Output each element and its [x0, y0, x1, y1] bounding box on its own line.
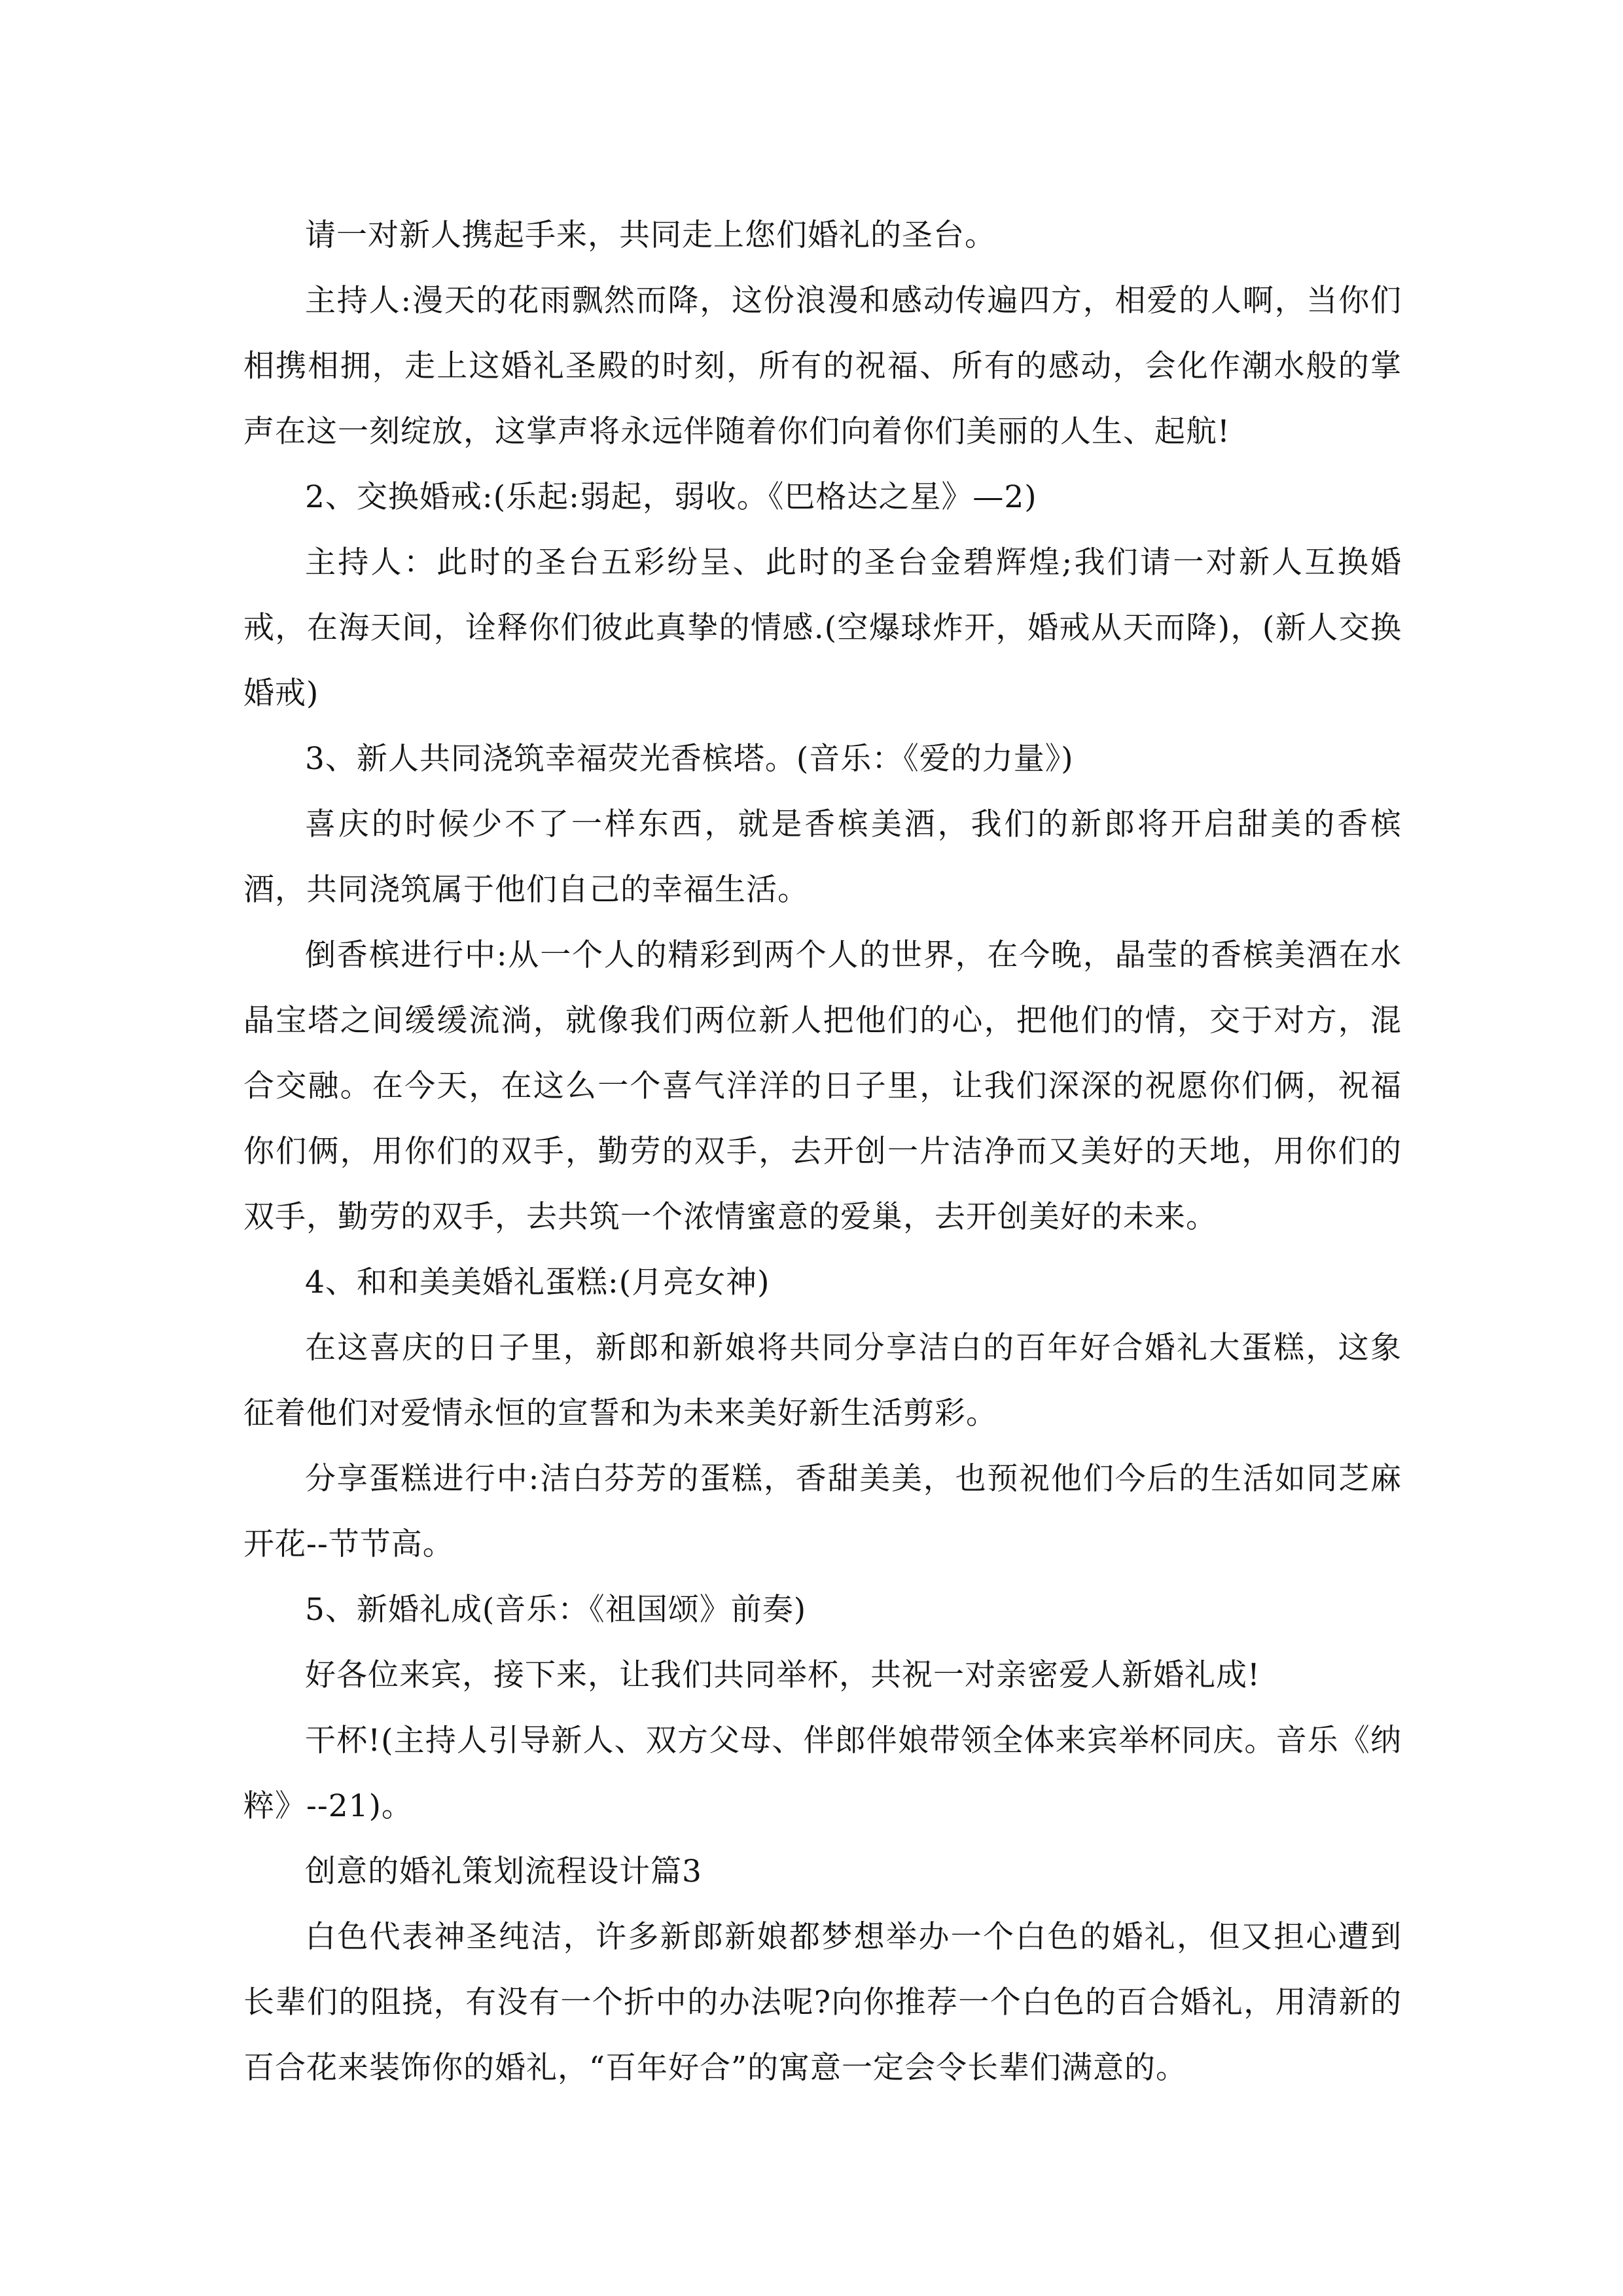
paragraph-4: 主持人：此时的圣台五彩纷呈、此时的圣台金碧辉煌;我们请一对新人互换婚戒，在海天间，诠释你们彼此真挚的情感.(空爆球炸开，婚戒从天而降)，(新人交换婚戒)	[243, 545, 1402, 711]
article-heading-part-3: 创意的婚礼策划流程设计篇3	[305, 1854, 702, 1890]
paragraph-9: 在这喜庆的日子里，新郎和新娘将共同分享洁白的百年好合婚礼大蛋糕，这象征着他们对爱情永恒的宣誓和为未来美好新生活剪彩。	[243, 1330, 1402, 1431]
document-body	[243, 203, 1402, 2101]
section-heading-champagne-tower: 3、新人共同浇筑幸福荧光香槟塔。(音乐：《爱的力量》)	[305, 741, 1074, 777]
section-heading-ceremony-complete: 5、新婚礼成(音乐：《祖国颂》前奏)	[305, 1592, 807, 1628]
paragraph-2: 主持人:漫天的花雨飘然而降，这份浪漫和感动传遍四方，相爱的人啊，当你们相携相拥，走上这婚礼圣殿的时刻，所有的祝福、所有的感动，会化作潮水般的掌声在这一刻绽放，这掌声将永远伴随着你们向着你们美丽的人生、起航!	[243, 283, 1402, 450]
paragraph-6: 喜庆的时候少不了一样东西，就是香槟美酒，我们的新郎将开启甜美的香槟酒，共同浇筑属于他们自己的幸福生活。	[243, 806, 1402, 908]
paragraph-7: 倒香槟进行中:从一个人的精彩到两个人的世界，在今晚，晶莹的香槟美酒在水晶宝塔之间缓缓流淌，就像我们两位新人把他们的心，把他们的情，交于对方，混合交融。在今天，在这么一个喜气洋洋的日子里，让我们深深的祝愿你们俩，祝福你们俩，用你们的双手，勤劳的双手，去开创一片洁净而又美好的天地，用你们的双手，勤劳的双手，去共筑一个浓情蜜意的爱巢，去开创美好的未来。	[243, 937, 1402, 1235]
paragraph-10: 分享蛋糕进行中:洁白芬芳的蛋糕，香甜美美，也预祝他们今后的生活如同芝麻开花--节节高。	[243, 1461, 1402, 1562]
paragraph-15: 白色代表神圣纯洁，许多新郎新娘都梦想举办一个白色的婚礼，但又担心遭到长辈们的阻挠，有没有一个折中的办法呢?向你推荐一个白色的百合婚礼，用清新的百合花来装饰你的婚礼，“百年好合”的寓意一定会令长辈们满意的。	[243, 1919, 1402, 2086]
paragraph-12: 好各位来宾，接下来，让我们共同举杯，共祝一对亲密爱人新婚礼成!	[305, 1657, 1260, 1693]
paragraph-13: 干杯!(主持人引导新人、双方父母、伴郎伴娘带领全体来宾举杯同庆。音乐《纳粹》--21)。	[243, 1723, 1402, 1824]
section-heading-wedding-cake: 4、和和美美婚礼蛋糕:(月亮女神)	[305, 1265, 770, 1300]
section-heading-exchange-rings: 2、交换婚戒:(乐起:弱起，弱收。《巴格达之星》—2)	[305, 479, 1037, 515]
paragraph-1: 请一对新人携起手来，共同走上您们婚礼的圣台。	[305, 217, 996, 253]
